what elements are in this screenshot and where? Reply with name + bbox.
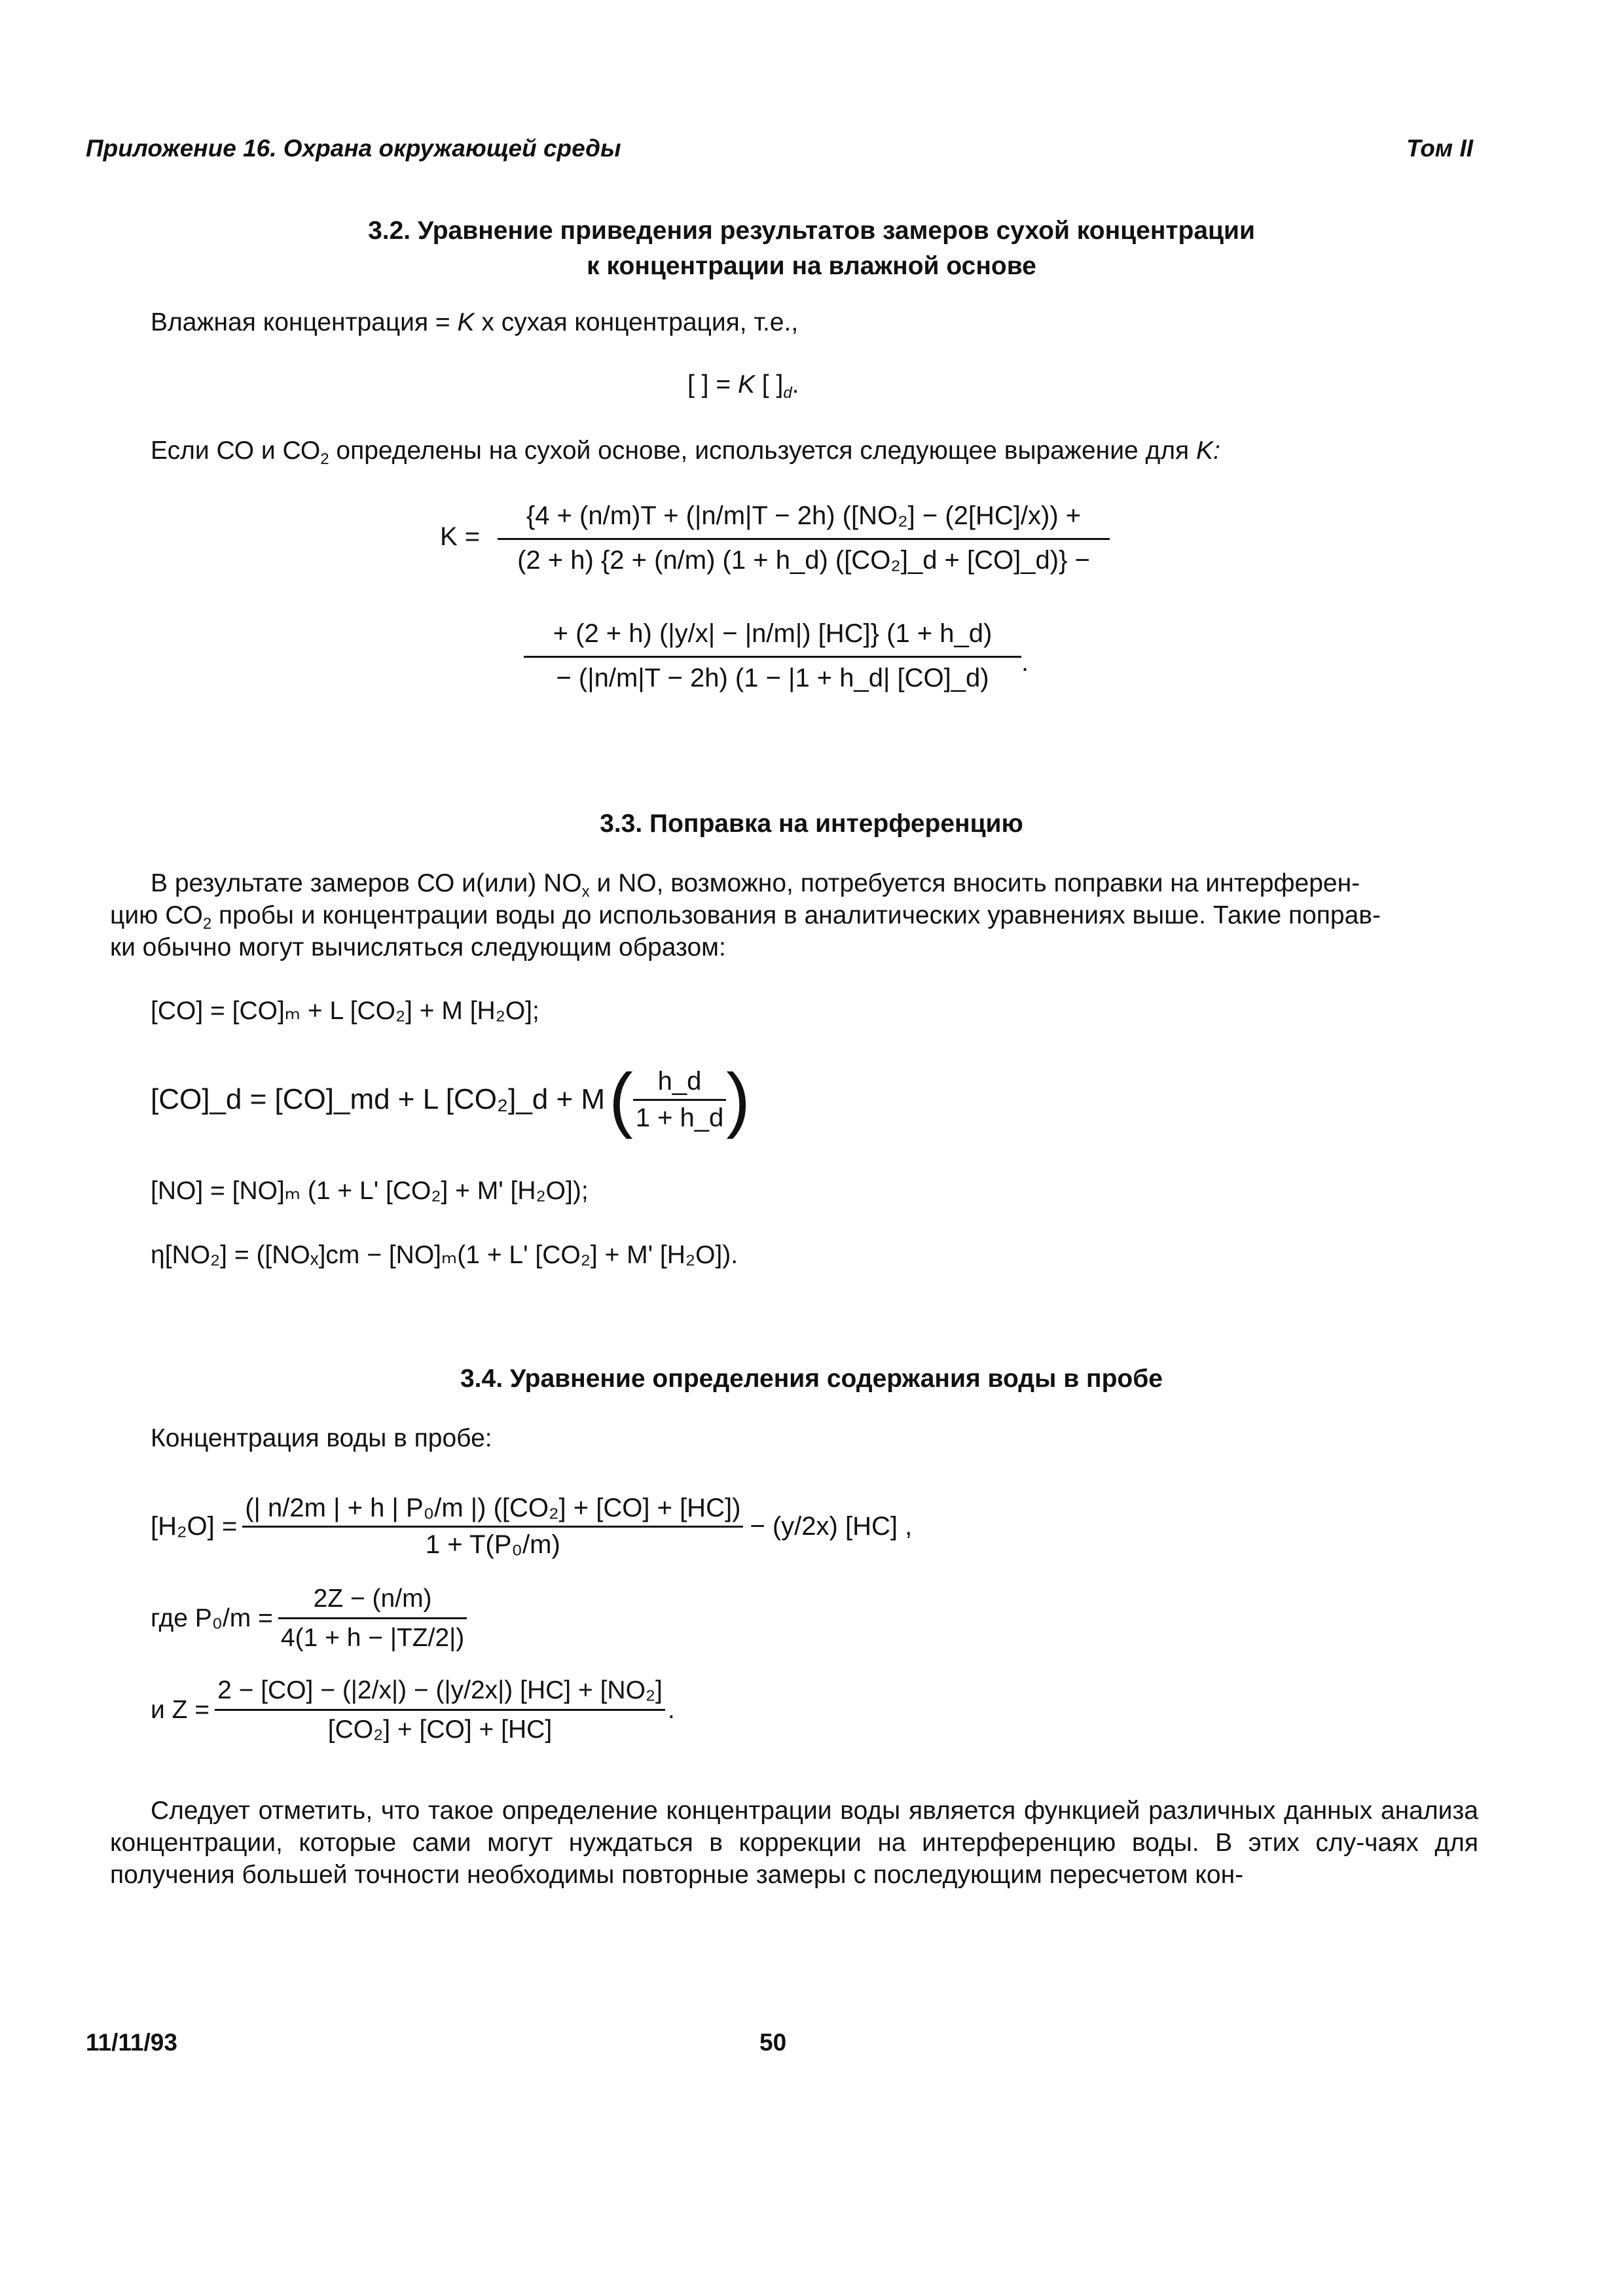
p0-equation-label: где P₀/m = xyxy=(151,1604,273,1632)
co-co2-dry-text: Если СО и $СО_2$ определены на сухой основе, используется следующее выражение для K: xyxy=(151,437,1220,468)
running-header-volume: Том II xyxy=(1406,135,1474,162)
footer-date: 11/11/93 xyxy=(86,2029,177,2056)
interference-para-line2: цию $СО_2$ пробы и концентрации воды до использования в аналитических уравнениях выше. Такие поправ- xyxy=(110,901,1381,933)
k-formula-fraction-bar-2 xyxy=(524,656,1021,658)
z-fraction-denominator: [CO₂] + [CO] + [HC] xyxy=(327,1715,553,1744)
k-formula-denominator-2: − (|n/m|T − 2h) (1 − |1 + h_d| [CO]_d) xyxy=(556,664,989,692)
z-equation-label: и Z = xyxy=(151,1696,210,1724)
h2o-equation-tail: − (y/2x) [HC] , xyxy=(750,1512,913,1541)
z-fraction-numerator: 2 − [CO] − (|2/x|) − (|y/2x|) [HC] + [NO₂] xyxy=(215,1674,665,1711)
h2o-fraction-numerator: (| n/2m | + h | P₀/m |) ([CO₂] + [CO] + [HC]) xyxy=(242,1494,743,1528)
no-correction-equation: [NO] = [NO]ₘ (1 + L' [CO₂] + M' [H₂O]); xyxy=(151,1177,589,1205)
h2o-fraction-denominator: 1 + T(P₀/m) xyxy=(425,1530,560,1559)
p0-fraction-denominator: 4(1 + h − |TZ/2|) xyxy=(280,1624,465,1652)
k-formula-numerator-2: + (2 + h) (|y/x| − |n/m|) [HC]} (1 + h_d) xyxy=(553,619,993,648)
running-header-title: Приложение 16. Охрана окружающей среды xyxy=(86,135,621,162)
h2o-equation-fraction xyxy=(242,1494,743,1560)
co-dry-equation-fraction xyxy=(633,1067,727,1133)
k-formula-period: . xyxy=(1021,648,1029,677)
section-3-2-title-line2: к концентрации на влажной основе xyxy=(587,252,1036,280)
water-note-paragraph: Следует отметить, что такое определение концентрации воды является функцией различных данных анализа концентрации, которые сами могут нуждаться в коррекции на интерференцию воды. В этих слу-чаях для получения большей точности необходимы повторные замеры с последующим пересчетом кон- xyxy=(110,1797,1478,1889)
wet-dry-equation: [ ] = K [ ]$_d$. xyxy=(687,370,799,402)
co-dry-correction-equation xyxy=(151,1060,750,1139)
k-formula-label: K = xyxy=(440,522,481,551)
p0-equation xyxy=(151,1583,467,1654)
p0-fraction-numerator: 2Z − (n/m) xyxy=(278,1583,467,1619)
z-equation xyxy=(151,1674,675,1746)
co-dry-fraction-numerator: h_d xyxy=(633,1067,727,1101)
k-formula-denominator-1: (2 + h) {2 + (n/m) (1 + h_d) ([CO₂]_d + [CO]_d)} − xyxy=(517,546,1090,575)
co-dry-fraction-denominator: 1 + h_d xyxy=(635,1103,724,1132)
co-dry-equation-left: [CO]_d = [CO]_md + L [CO₂]_d + M xyxy=(151,1083,606,1115)
k-formula-numerator-1: {4 + (n/m)T + (|n/m|T − 2h) ([NO₂] − (2[HC]/x)) + xyxy=(526,501,1082,530)
wet-concentration-text: Влажная концентрация = K х сухая концентрация, т.е., xyxy=(151,308,799,336)
h2o-equation xyxy=(151,1494,912,1560)
k-formula-fraction-bar-1 xyxy=(498,538,1110,540)
no2-correction-equation: η[NO₂] = ([NOₓ]cm − [NO]ₘ(1 + L' [CO₂] + M' [H₂O]). xyxy=(151,1241,739,1269)
h2o-equation-label: [H₂O] = xyxy=(151,1512,238,1541)
page-number: 50 xyxy=(759,2029,787,2056)
z-equation-period: . xyxy=(667,1696,675,1724)
p0-equation-fraction xyxy=(278,1583,467,1654)
z-equation-fraction xyxy=(215,1674,665,1746)
section-3-2-title-line1: 3.2. Уравнение приведения результатов замеров сухой концентрации xyxy=(368,217,1255,245)
interference-para-line3: ки обычно могут вычисляться следующим образом: xyxy=(110,933,726,961)
open-paren-glyph: ( xyxy=(609,1059,633,1139)
co-correction-equation: [CO] = [CO]ₘ + L [CO₂] + M [H₂O]; xyxy=(151,997,539,1025)
close-paren-glyph: ) xyxy=(726,1059,750,1139)
interference-para-line1: В результате замеров СО и(или) $NO_x$ и NO, возможно, потребуется вносить поправки на интерферен- xyxy=(151,869,1360,901)
section-3-4-title: 3.4. Уравнение определения содержания воды в пробе xyxy=(460,1365,1163,1393)
water-concentration-intro: Концентрация воды в пробе: xyxy=(151,1424,492,1452)
section-3-3-title: 3.3. Поправка на интерференцию xyxy=(600,810,1023,838)
